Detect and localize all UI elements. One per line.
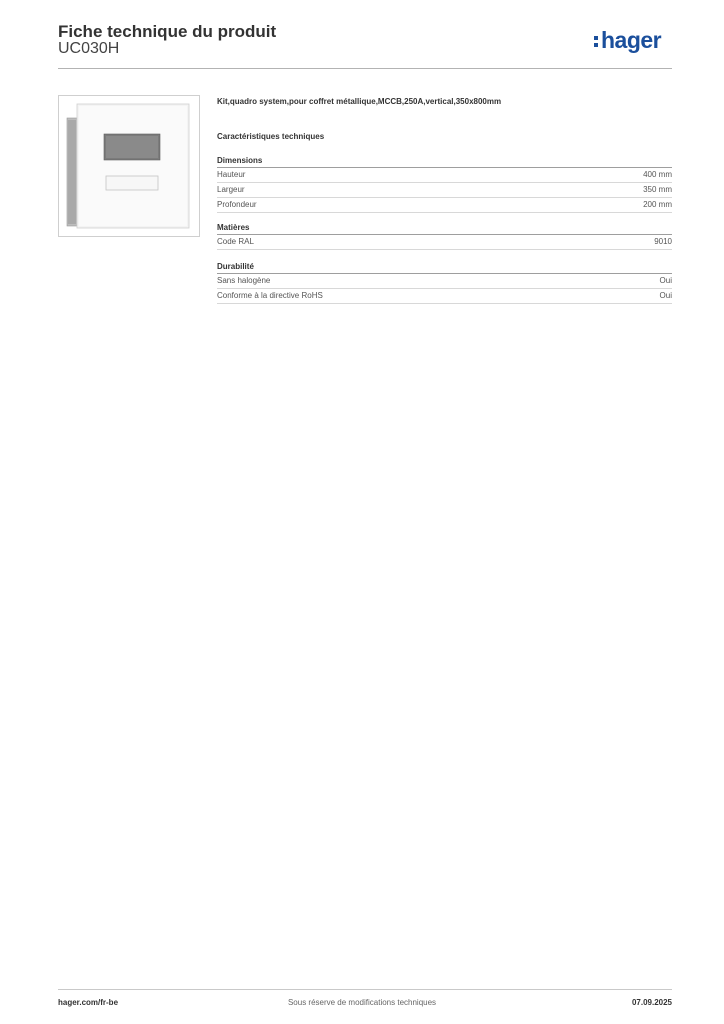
enclosure-panel-image — [59, 96, 199, 236]
row-value: 350 mm — [643, 185, 672, 194]
table-row — [217, 168, 672, 183]
table-row — [217, 274, 672, 289]
product-code: UC030H — [58, 40, 120, 57]
specs-heading: Caractéristiques techniques — [217, 132, 325, 141]
section-title: Durabilité — [217, 260, 672, 274]
row-label: Profondeur — [217, 200, 257, 209]
table-row — [217, 198, 672, 213]
product-image — [58, 95, 200, 237]
row-label: Hauteur — [217, 170, 246, 179]
row-label: Conforme à la directive RoHS — [217, 291, 323, 300]
header-divider — [58, 68, 672, 69]
row-label: Code RAL — [217, 237, 254, 246]
footer-disclaimer: Sous réserve de modifications techniques — [287, 998, 437, 1007]
section-title: Matières — [217, 221, 672, 235]
logo-mark-icon — [594, 33, 598, 49]
table-row — [217, 235, 672, 250]
logo-text: hager — [601, 27, 662, 53]
footer-website-link[interactable]: hager.com/fr-be — [58, 998, 119, 1007]
dimensions-section — [217, 154, 672, 213]
row-value: Oui — [659, 276, 672, 285]
row-value: 9010 — [654, 237, 672, 246]
materials-section — [217, 221, 672, 250]
row-label: Largeur — [217, 185, 245, 194]
row-value: 200 mm — [643, 200, 672, 209]
section-title: Dimensions — [217, 154, 672, 168]
table-row — [217, 289, 672, 304]
row-value: Oui — [659, 291, 672, 300]
page-title: Fiche technique du produit — [58, 22, 277, 41]
footer-date: 07.09.2025 — [631, 998, 672, 1007]
row-label: Sans halogène — [217, 276, 271, 285]
row-value: 400 mm — [643, 170, 672, 179]
footer-divider — [58, 989, 672, 990]
durability-section — [217, 260, 672, 304]
product-description: Kit,quadro system,pour coffret métallique,MCCB,250A,vertical,350x800mm — [217, 97, 502, 106]
hager-logo — [594, 27, 661, 54]
table-row — [217, 183, 672, 198]
